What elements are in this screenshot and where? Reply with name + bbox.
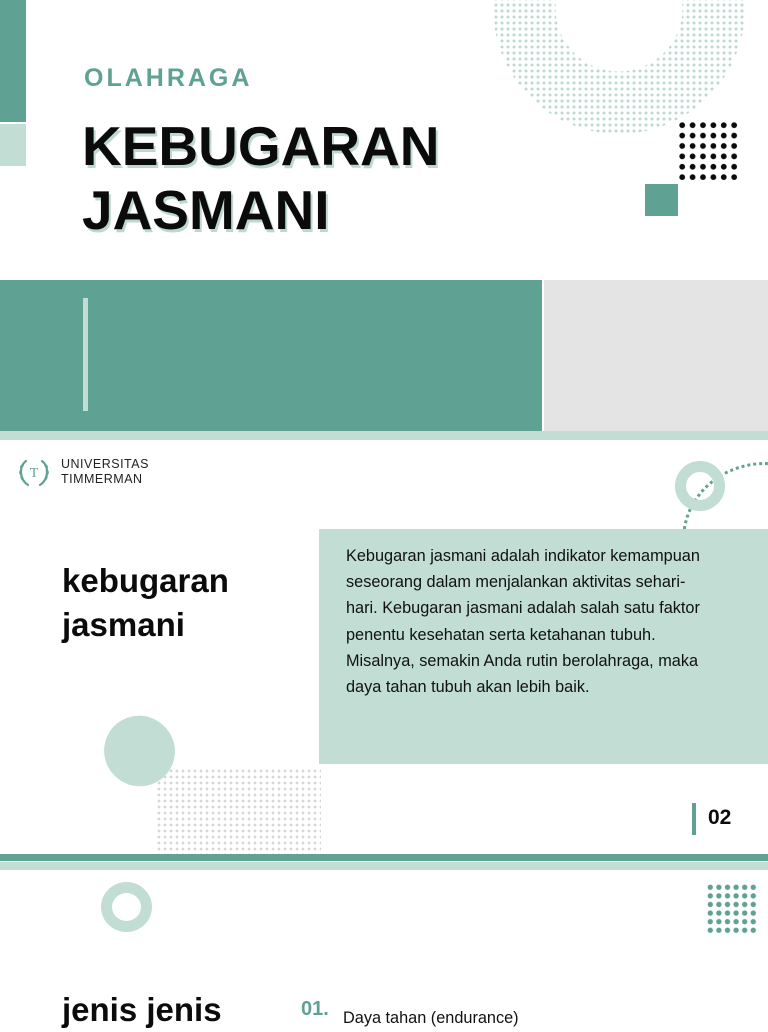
slide-separator-dark xyxy=(0,854,768,861)
slide-separator-light xyxy=(0,862,768,870)
types-section-title: jenis jenis xyxy=(62,991,222,1028)
mint-ring-decoration xyxy=(675,461,725,511)
logo-letter: T xyxy=(29,466,39,481)
cover-title-line-2: JASMANI xyxy=(82,179,330,241)
cover-accent-bar-light xyxy=(0,124,26,166)
section-title xyxy=(62,559,229,647)
teal-square-decoration xyxy=(645,184,678,216)
university-name-line-1: UNIVERSITAS xyxy=(61,457,149,471)
list-item-number: 01. xyxy=(301,998,329,1020)
page-number-marker xyxy=(692,803,696,835)
university-name xyxy=(61,457,149,487)
slide-separator xyxy=(0,431,768,440)
section-title-line-2: jasmani xyxy=(62,606,185,643)
cover-band-grey xyxy=(544,280,768,431)
cover-title xyxy=(82,114,440,242)
page-number: 02 xyxy=(708,806,732,829)
university-name-line-2: TIMMERMAN xyxy=(61,472,143,486)
cover-title-line-1: KEBUGARAN xyxy=(82,115,440,177)
teal-dot-grid-decoration xyxy=(706,883,758,934)
dotted-ring-decoration xyxy=(493,0,745,134)
cover-accent-bar-dark xyxy=(0,0,26,122)
mint-ring-decoration-lower xyxy=(101,882,152,932)
grey-dot-grid-decoration xyxy=(156,768,321,854)
cover-band-vertical-line xyxy=(83,298,88,411)
list-item-label: Daya tahan (endurance) xyxy=(343,1009,519,1027)
university-laurel-logo-icon xyxy=(16,454,52,490)
cover-subject: OLAHRAGA xyxy=(84,64,253,92)
section-title-line-1: kebugaran xyxy=(62,562,229,599)
section-description: Kebugaran jasmani adalah indikator kemampuan seseorang dalam menjalankan aktivitas sehari-hari. Kebugaran jasmani adalah salah satu faktor penentu kesehatan serta ketahanan tubuh. Misalnya, semakin Anda rutin berolahraga, maka daya tahan tubuh akan lebih baik. xyxy=(346,547,700,697)
black-dot-grid-decoration xyxy=(677,120,739,180)
cover-band-teal xyxy=(0,280,542,431)
